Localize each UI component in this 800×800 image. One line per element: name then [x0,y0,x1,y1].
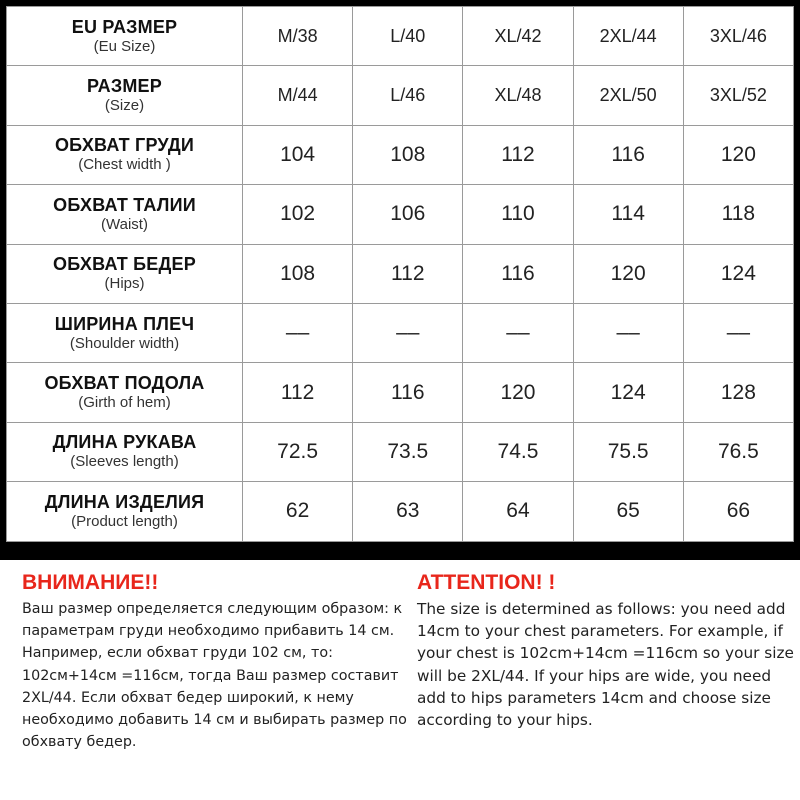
row-label-ru: ОБХВАТ ТАЛИИ [53,194,196,215]
table-row [7,303,794,362]
table-cell: 3XL/52 [683,66,793,125]
table-row [7,66,794,125]
row-header [7,185,243,244]
table-cell: 112 [463,125,573,184]
table-cell: 116 [353,363,463,422]
row-header [7,66,243,125]
table-cell: 120 [683,125,793,184]
table-cell: XL/42 [463,7,573,66]
table-row [7,185,794,244]
table-cell: –– [463,303,573,362]
notes-en [417,566,800,731]
warning-title-ru: ВНИМАНИЕ!! [22,571,159,594]
row-label-en: (Hips) [104,275,145,293]
table-cell: 72.5 [243,422,353,481]
row-label-ru: РАЗМЕР [87,76,162,97]
table-row [7,422,794,481]
table-cell: 114 [573,185,683,244]
row-label-en: (Sleeves length) [70,453,179,471]
table-cell: M/38 [243,7,353,66]
table-cell: 104 [243,125,353,184]
row-label-en: (Product length) [71,512,178,530]
row-label-en: (Girth of hem) [78,394,171,412]
table-cell: 64 [463,482,573,541]
table-cell: –– [243,303,353,362]
table-cell: 108 [353,125,463,184]
table-cell: 62 [243,482,353,541]
row-label-en: (Shoulder width) [69,334,180,352]
table-cell: 63 [353,482,463,541]
warning-text-en: The size is determined as follows: you need add 14cm to your chest parameters. For example, if your chest is 102cm+14cm =116cm so your size will be 2XL/44. If your hips are wide, you need add to hips parameters 14cm and choose size according to your hips. [417,600,794,730]
table-cell: 106 [353,185,463,244]
row-header [7,7,243,66]
table-cell: 3XL/46 [683,7,793,66]
table-cell: 116 [463,244,573,303]
row-label-en: (Waist) [101,215,148,233]
row-label-en: (Size) [104,97,145,115]
row-header [7,303,243,362]
table-cell: 116 [573,125,683,184]
row-label-ru: ШИРИНА ПЛЕЧ [54,313,195,334]
row-label-ru: EU РАЗМЕР [71,16,178,37]
row-header [7,244,243,303]
row-label-ru: ОБХВАТ БЕДЕР [53,254,196,275]
row-label-en: (Chest width ) [78,156,171,174]
table-cell: L/40 [353,7,463,66]
row-header [7,125,243,184]
table-cell: 108 [243,244,353,303]
table-cell: 2XL/50 [573,66,683,125]
table-cell: XL/48 [463,66,573,125]
table-cell: 120 [463,363,573,422]
table-cell: –– [683,303,793,362]
table-row [7,244,794,303]
row-header [7,363,243,422]
table-cell: 128 [683,363,793,422]
table-cell: 112 [353,244,463,303]
table-cell: 76.5 [683,422,793,481]
row-header [7,482,243,541]
table-cell: 124 [683,244,793,303]
table-cell: 102 [243,185,353,244]
row-label-ru: ОБХВАТ ПОДОЛА [44,373,205,394]
table-cell: M/44 [243,66,353,125]
table-cell: 65 [573,482,683,541]
table-cell: 124 [573,363,683,422]
table-row [7,363,794,422]
table-cell: 75.5 [573,422,683,481]
notes-ru [22,566,407,753]
row-label-ru: ДЛИНА РУКАВА [52,432,197,453]
table-cell: L/46 [353,66,463,125]
row-label-ru: ОБХВАТ ГРУДИ [54,135,195,156]
row-label-ru: ДЛИНА ИЗДЕЛИЯ [44,491,205,512]
table-cell: 74.5 [463,422,573,481]
table-cell: 73.5 [353,422,463,481]
table-cell: 112 [243,363,353,422]
row-label-en: (Eu Size) [93,37,156,55]
notes-section [0,566,800,800]
table-row [7,7,794,66]
size-chart-table [6,6,794,542]
table-cell: 110 [463,185,573,244]
warning-title-en: ATTENTION! ! [417,571,556,594]
table-row [7,125,794,184]
warning-text-ru: Ваш размер определяется следующим образом: к параметрам груди необходимо прибавить 14 см. Например, если обхват груди 102 см, то: 102см+14см =116см, тогда Ваш размер составит 2XL/44. Если обхват бедер широкий, к нему необходимо добавить 14 см и выбирать размер по обхвату бедер. [22,601,407,751]
table-cell: –– [353,303,463,362]
table-cell: 120 [573,244,683,303]
row-header [7,422,243,481]
table-cell: 66 [683,482,793,541]
table-cell: 2XL/44 [573,7,683,66]
table-cell: –– [573,303,683,362]
table-row [7,482,794,541]
table-cell: 118 [683,185,793,244]
